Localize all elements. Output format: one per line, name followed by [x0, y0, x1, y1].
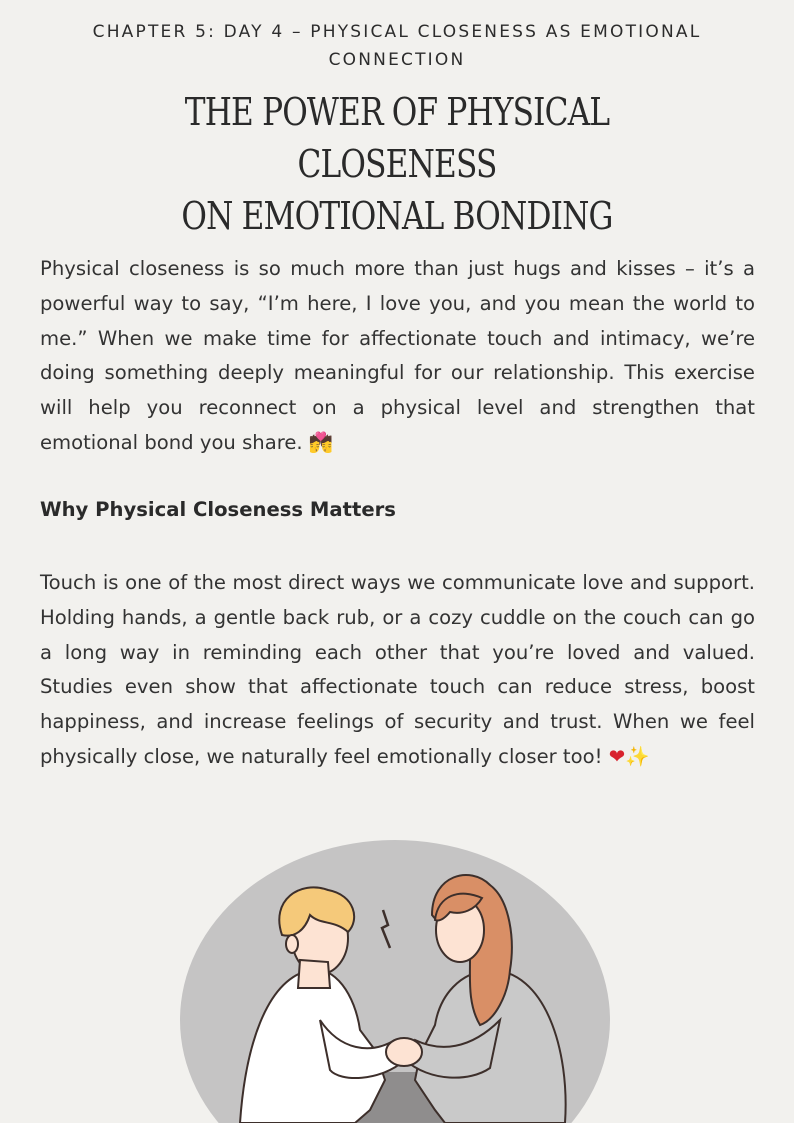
intro-paragraph — [40, 252, 755, 461]
title-line-2: ON EMOTIONAL BONDING — [181, 194, 613, 238]
sparkles-emoji: ✨ — [625, 744, 650, 768]
body-paragraph — [40, 566, 755, 775]
body-paragraph-text: Touch is one of the most direct ways we communicate love and support. Holding hands, a gentle back rub, or a cozy cuddle on the couch can go a long way in reminding each other that you’re loved and valued. Studies even show that affectionate touch can reduce stress, boost happiness, and increase feelings of security and trust. When we feel physically close, we naturally feel emotionally closer too! — [40, 571, 755, 768]
section-heading: Why Physical Closeness Matters — [40, 498, 396, 521]
held-hands — [386, 1038, 422, 1066]
page-title — [104, 86, 689, 242]
man-neck — [298, 960, 330, 988]
couple-kiss-emoji: 💏 — [308, 430, 334, 454]
intro-paragraph-text: Physical closeness is so much more than just hugs and kisses – it’s a powerful way to say, “I’m here, I love you, and you mean the world to me.” When we make time for affectionate touch and intimacy, we’re doing something deeply meaningful for our relationship. This exercise will help you reconnect on a physical level and strengthen that emotional bond you share. — [40, 257, 755, 454]
title-line-1: THE POWER OF PHYSICAL CLOSENESS — [184, 90, 610, 186]
chapter-label: CHAPTER 5: DAY 4 – PHYSICAL CLOSENESS AS EMOTIONAL CONNECTION — [92, 22, 702, 70]
heart-emoji: ❤ — [608, 744, 626, 768]
couple-illustration — [170, 820, 620, 1123]
man-ear — [286, 935, 298, 953]
